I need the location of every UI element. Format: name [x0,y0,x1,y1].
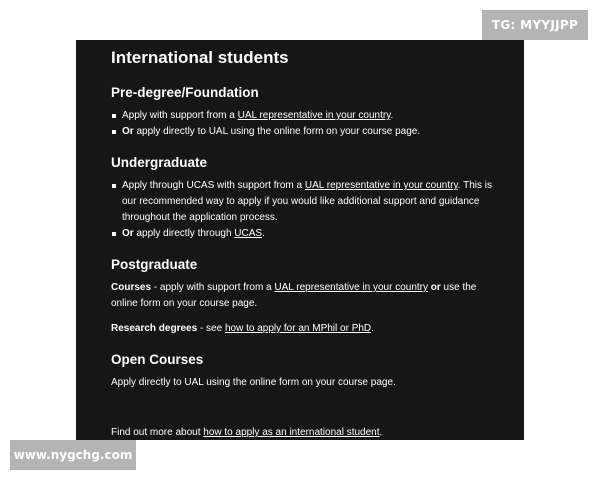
list-item [111,226,498,242]
ual-representative-link[interactable]: UAL representative in your country [237,110,391,121]
ual-representative-link[interactable]: UAL representative in your country [304,180,458,191]
section-undergraduate [111,154,498,242]
ual-representative-link[interactable]: UAL representative in your country [274,282,428,293]
international-apply-link[interactable]: how to apply as an international student [203,427,380,438]
list-item [111,124,498,140]
or-label: Or [122,228,134,239]
item-text: . [262,228,265,239]
courses-label: Courses [111,282,152,293]
ucas-link[interactable]: UCAS [234,228,263,239]
paragraph-text: . [371,323,374,334]
or-label: or [428,282,441,293]
research-paragraph [111,321,498,337]
research-label: Research degrees [111,323,198,334]
website-watermark: www.nygchg.com [10,440,136,470]
section-postgraduate [111,256,498,337]
item-text: . This is our recommended way to apply if you would like additional support and guidance throughout the application process. [122,180,493,223]
page-title: International students [111,48,289,67]
section-heading-open-courses: Open Courses [111,352,204,367]
telegram-watermark: TG: MYYJJPP [482,10,588,40]
paragraph-text: - see [197,323,225,334]
open-courses-paragraph: Apply directly to UAL using the online form on your course page. [111,377,396,388]
mphil-phd-link[interactable]: how to apply for an MPhil or PhD [224,323,372,334]
or-label: Or [122,126,134,137]
foundation-list [111,108,498,140]
content-panel [76,40,524,440]
section-heading-foundation: Pre-degree/Foundation [111,85,259,100]
courses-paragraph [111,280,498,312]
paragraph-text: use the online form on your course page. [111,282,477,309]
section-open-courses [111,351,498,391]
item-text: . [390,110,394,121]
undergraduate-list [111,178,498,242]
list-item [111,108,498,124]
section-foundation [111,84,498,140]
paragraph-text: . [379,427,383,438]
item-text: Apply through UCAS with support from a [122,180,305,191]
section-heading-undergraduate: Undergraduate [111,155,208,170]
item-text: Apply with support from a [122,110,238,121]
section-heading-postgraduate: Postgraduate [111,257,198,272]
item-text: apply directly through [133,228,235,239]
list-item [111,178,498,226]
footer-paragraph [111,425,382,440]
item-text: apply directly to UAL using the online form on your course page. [133,126,421,137]
footer-note [111,425,382,440]
paragraph-text: Find out more about [111,427,204,438]
paragraph-text: - apply with support from a [151,282,275,293]
